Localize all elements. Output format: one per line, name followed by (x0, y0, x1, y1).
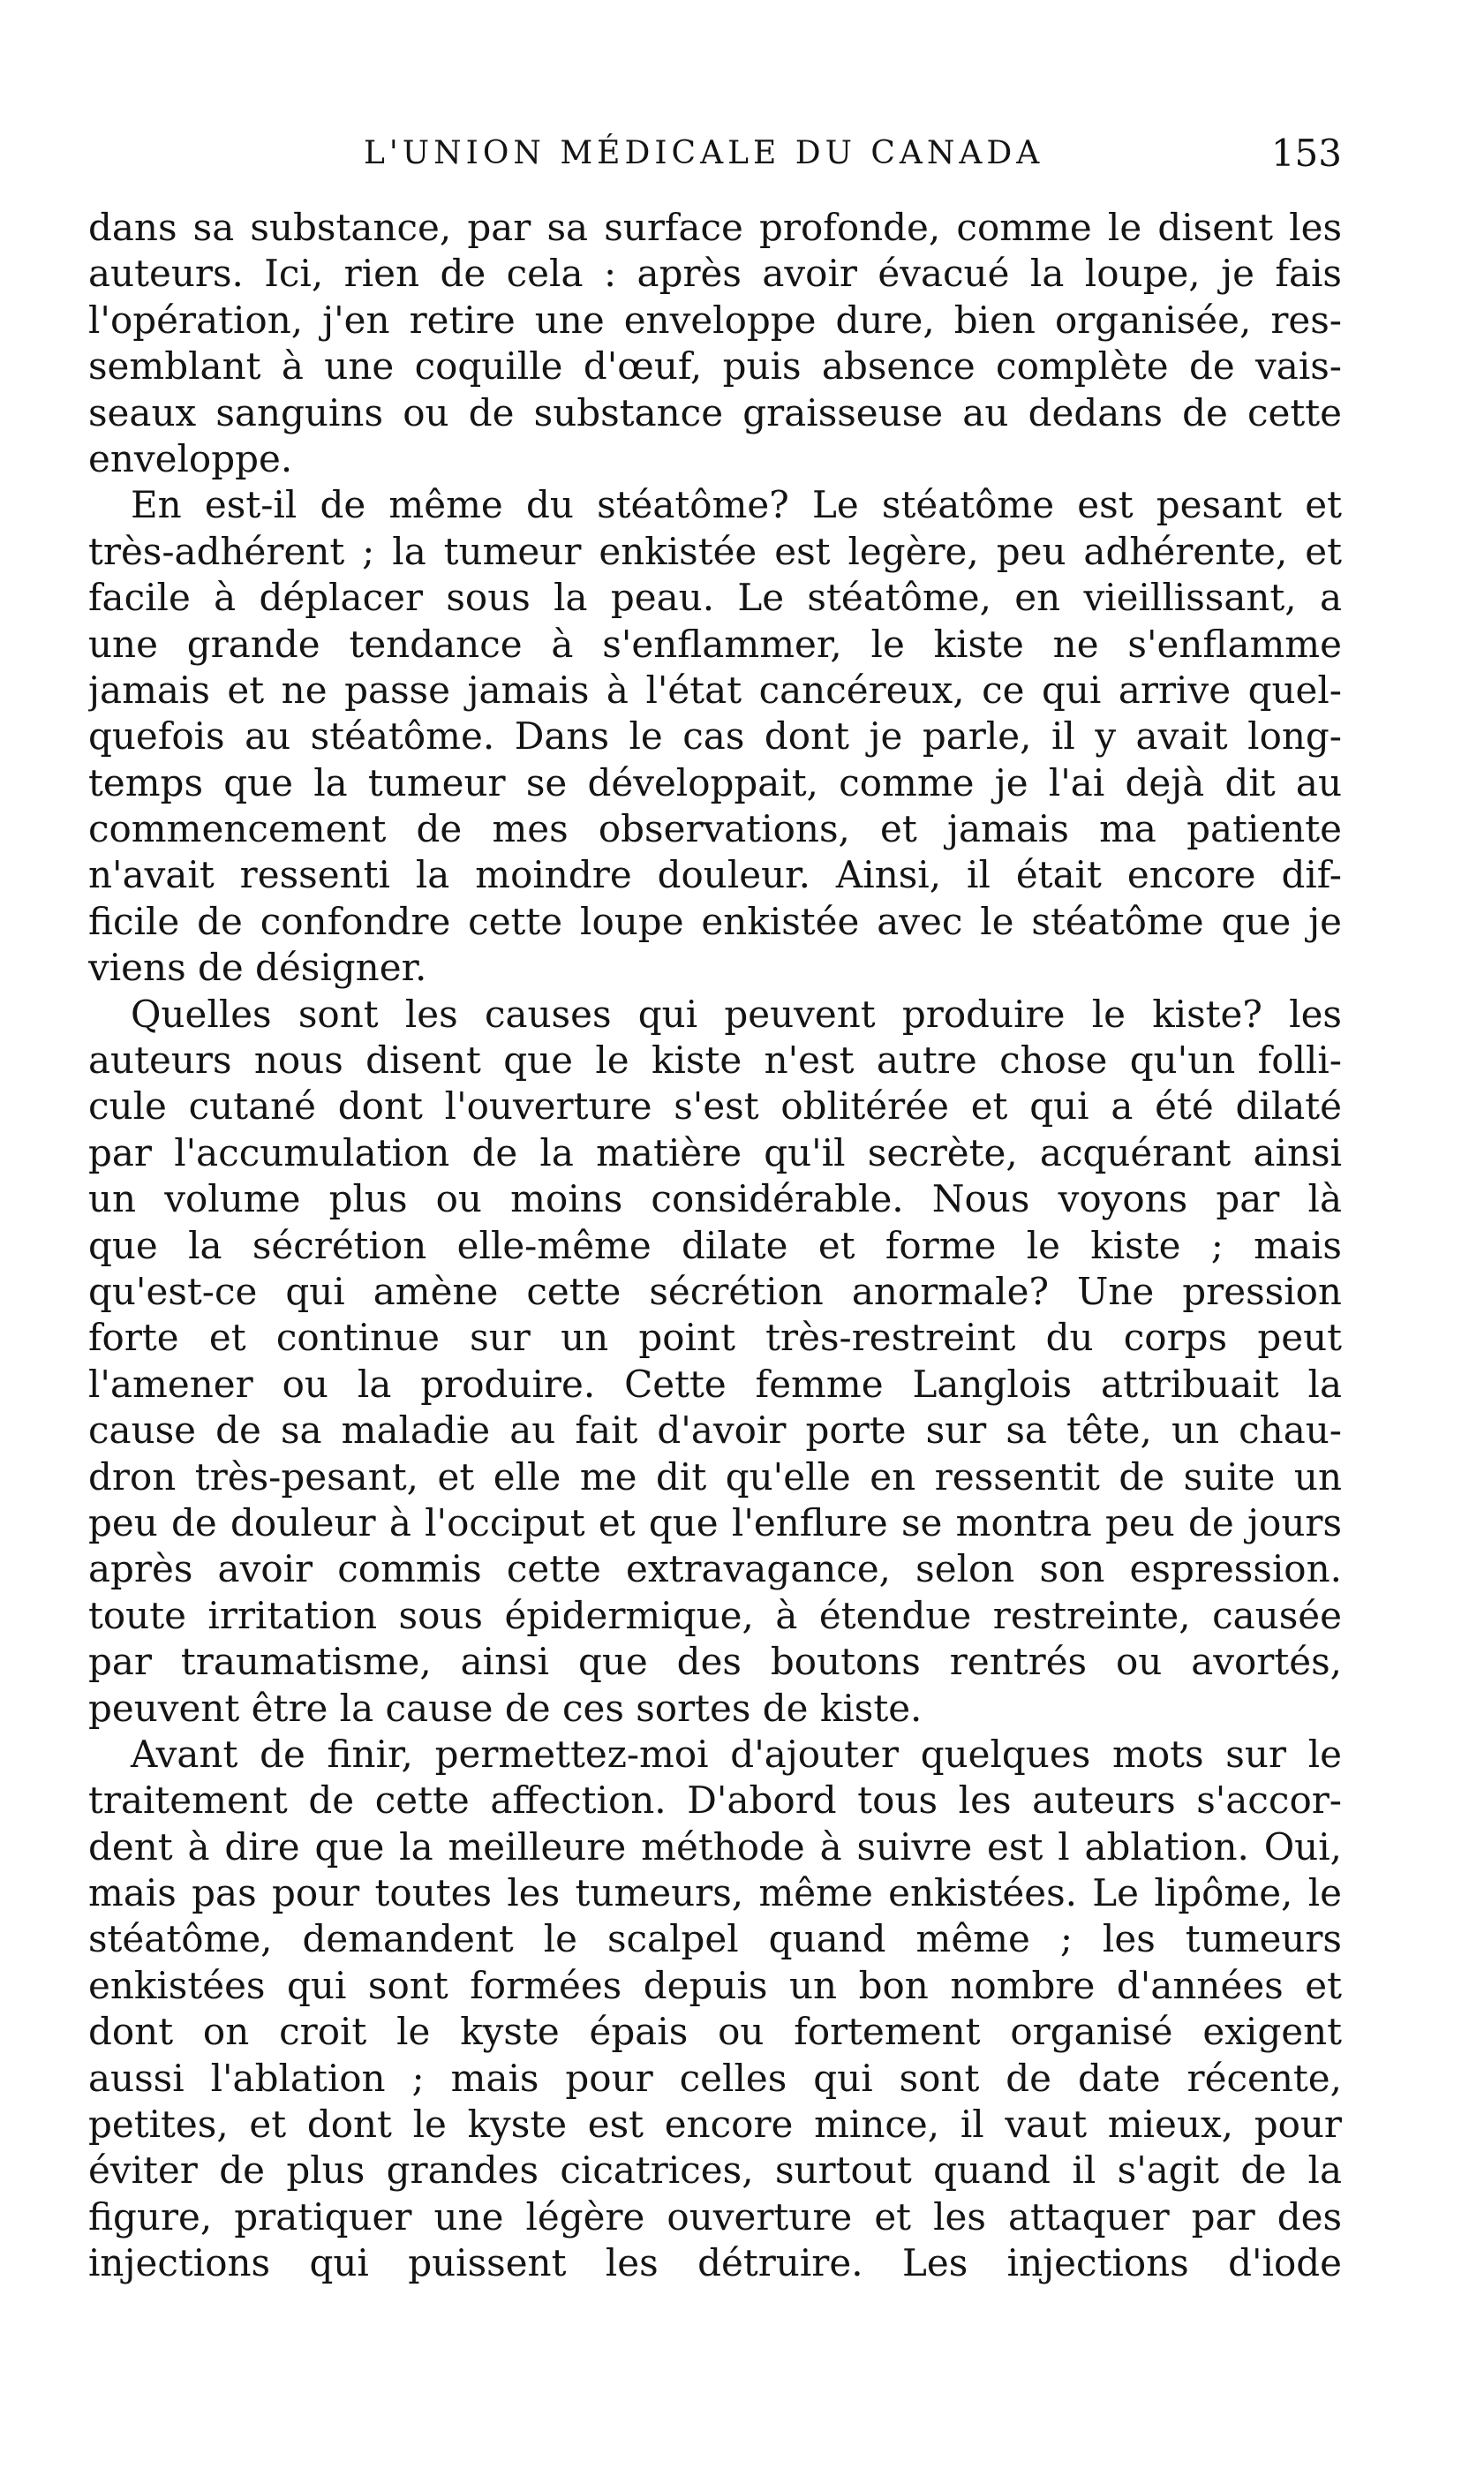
text-line: aussi l'ablation ; mais pour celles qui sont de date récente, (88, 2056, 1342, 2100)
text-line: seaux sanguins ou de substance graisseuse au dedans de cette (88, 390, 1342, 434)
text-line: traitement de cette affection. D'abord tous les auteurs s'accor- (88, 1778, 1342, 1823)
text-line: jamais et ne passe jamais à l'état cancéreux, ce qui arrive quel- (88, 668, 1342, 712)
text-line: n'avait ressenti la moindre douleur. Ainsi, il était encore dif- (88, 853, 1342, 897)
text-line: une grande tendance à s'enflammer, le kiste ne s'enflamme (88, 622, 1342, 666)
text-line: petites, et dont le kyste est encore mince, il vaut mieux, pour (88, 2103, 1342, 2147)
text-line: par l'accumulation de la matière qu'il secrète, acquérant ainsi (88, 1130, 1342, 1174)
text-line: dans sa substance, par sa surface profonde, comme le disent les (88, 206, 1342, 249)
text-line: cause de sa maladie au fait d'avoir porte sur sa tête, un chau- (88, 1408, 1342, 1453)
text-line: mais pas pour toutes les tumeurs, même enkistées. Le lipôme, le (88, 1871, 1342, 1915)
text-line: éviter de plus grandes cicatrices, surtout quand il s'agit de la (88, 2148, 1342, 2193)
text-line: l'opération, j'en retire une enveloppe dure, bien organisée, res- (88, 298, 1342, 342)
paragraph-first-line: En est-il de même du stéatôme? Le stéatôme est pesant et (131, 483, 1342, 527)
text-line: injections qui puissent les détruire. Les injections d'iode (88, 2241, 1342, 2285)
text-line: après avoir commis cette extravagance, selon son espression. (88, 1547, 1342, 1591)
text-line: peuvent être la cause de ces sortes de kiste. (88, 1686, 923, 1730)
text-line: l'amener ou la produire. Cette femme Langlois attribuait la (88, 1362, 1342, 1406)
paragraph-first-line: Quelles sont les causes qui peuvent produire le kiste? les (131, 992, 1342, 1036)
text-line: dron très-pesant, et elle me dit qu'elle en ressentit de suite un (88, 1454, 1342, 1499)
text-line: par traumatisme, ainsi que des boutons rentrés ou avortés, (88, 1640, 1342, 1684)
text-line: stéatôme, demandent le scalpel quand même ; les tumeurs (88, 1917, 1342, 1961)
text-line: semblant à une coquille d'œuf, puis absence complète de vais- (88, 344, 1342, 389)
text-line: quefois au stéatôme. Dans le cas dont je parle, il y avait long- (88, 714, 1342, 759)
text-line: très-adhérent ; la tumeur enkistée est legère, peu adhérente, et (88, 529, 1342, 573)
text-line: temps que la tumeur se développait, comme je l'ai dejà dit au (88, 760, 1342, 804)
running-head (88, 127, 1342, 180)
text-line: toute irritation sous épidermique, à étendue restreinte, causée (88, 1593, 1342, 1637)
text-line: viens de désigner. (88, 946, 427, 990)
text-line: qu'est-ce qui amène cette sécrétion anormale? Une pression (88, 1269, 1342, 1313)
text-line: enveloppe. (88, 436, 293, 480)
text-line: dont on croit le kyste épais ou fortement organisé exigent (88, 2010, 1342, 2054)
text-line: un volume plus ou moins considérable. Nous voyons par là (88, 1177, 1342, 1221)
text-line: commencement de mes observations, et jamais ma patiente (88, 807, 1342, 851)
text-line: forte et continue sur un point très-restreint du corps peut (88, 1316, 1342, 1360)
text-line: peu de douleur à l'occiput et que l'enflure se montra peu de jours (88, 1500, 1342, 1544)
text-line: enkistées qui sont formées depuis un bon nombre d'années et (88, 1963, 1342, 2007)
text-line: cule cutané dont l'ouverture s'est oblitérée et qui a été dilaté (88, 1084, 1342, 1129)
page-number: 153 (1270, 132, 1342, 175)
text-line: ficile de confondre cette loupe enkistée avec le stéatôme que je (88, 899, 1342, 943)
text-line: auteurs. Ici, rien de cela : après avoir évacué la loupe, je fais (88, 252, 1342, 296)
journal-title: L'UNION MÉDICALE DU CANADA (364, 135, 1044, 171)
text-line: auteurs nous disent que le kiste n'est autre chose qu'un folli- (88, 1038, 1342, 1083)
text-line: dent à dire que la meilleure méthode à suivre est l ablation. Oui, (88, 1824, 1342, 1869)
body-text (88, 205, 1342, 2287)
text-line: figure, pratiquer une légère ouverture et les attaquer par des (88, 2194, 1342, 2239)
text-line: que la sécrétion elle-même dilate et forme le kiste ; mais (88, 1223, 1342, 1267)
text-line: facile à déplacer sous la peau. Le stéatôme, en vieillissant, a (88, 576, 1342, 620)
paragraph-first-line: Avant de finir, permettez-moi d'ajouter quelques mots sur le (131, 1732, 1342, 1776)
